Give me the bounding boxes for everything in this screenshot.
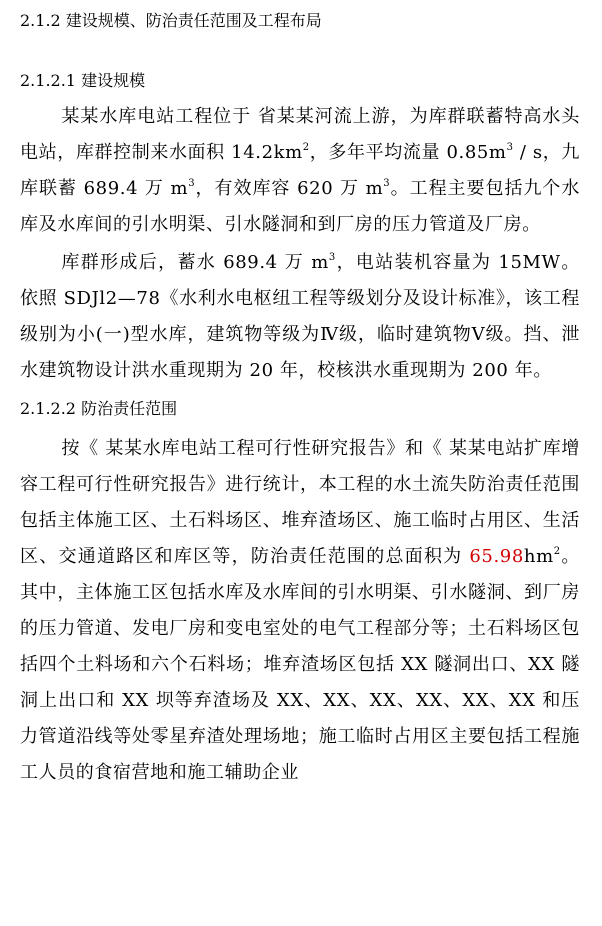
subsection-heading-responsibility-scope: 2.1.2.2 防治责任范围 <box>20 399 178 418</box>
paragraph-responsibility-scope: 按《 某某水库电站工程可行性研究报告》和《 某某电站扩库增容工程可行性研究报告》进行统计，本工程的水土流失防治责任范围包括主体施工区、土石料场区、堆弃渣场区、施工临时占用区、生活区、交通道路区和库区等，防治责任范围的总面积为 $65.98hm^2$。其中，主体施工区包括水库及水库间的引水明渠、引水隧洞、到厂房的压力管道、发电厂房和变电室处的电气工程部分等；土石料场区包括四个土料场和六个石料场；堆弃渣场区包括 XX 隧洞出口、XX 隧洞上出口和 XX 坝等弃渣场及 XX、XX、XX、XX、XX、XX 和压力管道沿线等处零星弃渣处理场地；施工临时占用区主要包括工程施工人员的食宿营地和施工辅助企业 <box>20 438 580 783</box>
paragraph-reservoir-grade: 库群形成后，蓄水 689.4 万 $m^3$，电站装机容量为 15MW。依照 SDJl2—78《水利水电枢纽工程等级划分及设计标准》，该工程级别为小(一)型水库，建筑物等级为Ⅳ级，临时建筑物Ⅴ级。挡、泄水建筑物设计洪水重现期为 20 年，校核洪水重现期为 200 年。 <box>20 252 580 381</box>
total-area-value: 65.98 <box>469 546 524 567</box>
subsection-heading-construction-scale: 2.1.2.1 建设规模 <box>20 71 146 90</box>
section-heading-2-1-2: 2.1.2 建设规模、防治责任范围及工程布局 <box>20 11 322 30</box>
paragraph-construction-overview: 某某水库电站工程位于 省某某河流上游，为库群联蓄特高水头电站，库群控制来水面积 $14.2km^2$，多年平均流量 $0.85m^3$ / s，九库联蓄 689.4 万 $m^3$，有效库容 620 万 $m^3$。工程主要包括九个水库及水库间的引水明渠、引水隧洞和到厂房的压力管道及厂房。 <box>20 106 581 235</box>
